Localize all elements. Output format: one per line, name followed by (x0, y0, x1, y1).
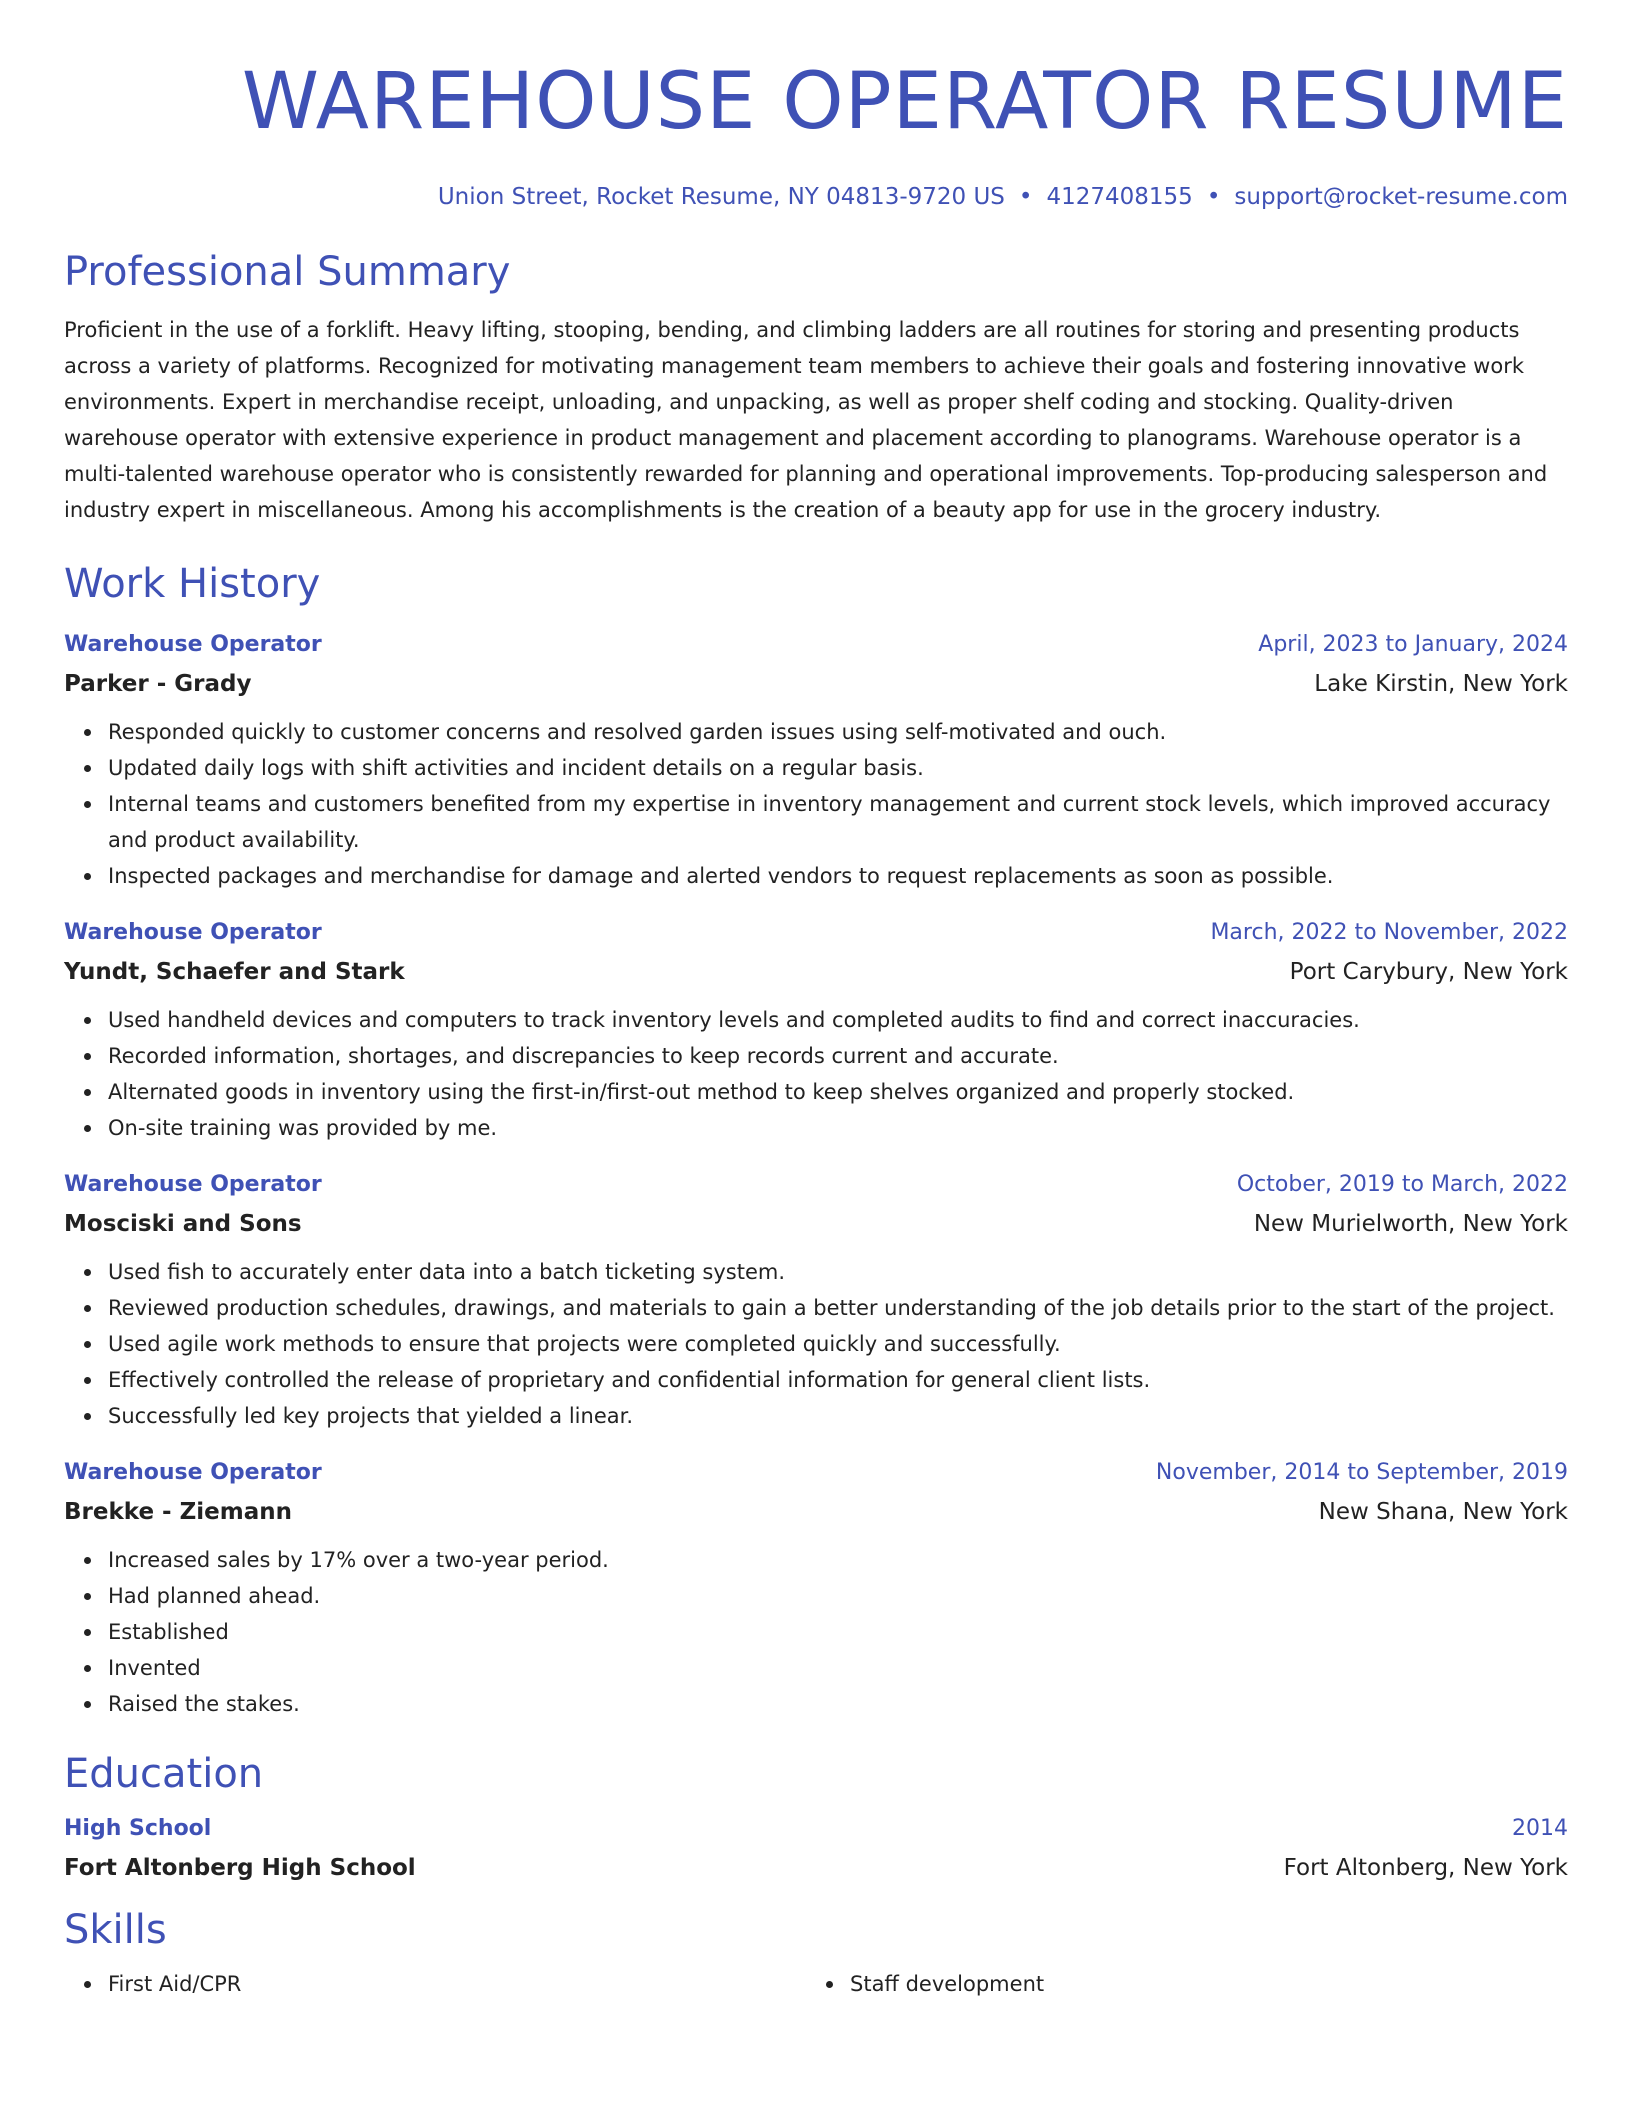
skills-column-right (806, 1966, 1548, 2002)
resume-title: WAREHOUSE OPERATOR RESUME (241, 57, 1568, 147)
education-heading: Education (64, 1751, 264, 1797)
work-history-heading: Work History (64, 561, 321, 607)
job-bullet: Used fish to accurately enter data into a batch ticketing system. (108, 1254, 1568, 1290)
contact-separator: • (1206, 184, 1221, 210)
job-role: Warehouse Operator (64, 920, 322, 945)
job-company: Yundt, Schaefer and Stark (64, 959, 405, 985)
job-bullet: Internal teams and customers benefited from my expertise in inventory management and current stock levels, which improved accuracy and product availability. (108, 786, 1568, 858)
resume-page (64, 0, 1568, 2002)
summary-text: Proficient in the use of a forklift. Heavy lifting, stooping, bending, and climbing ladders are all routines for storing and presenting products across a variety of platforms. Recognized for motivating management team members to achieve their goals and fostering innovative work environments. Expert in merchandise receipt, unloading, and unpacking, as well as proper shelf coding and stocking. Quality-driven warehouse operator with extensive experience in product management and placement according to planograms. Warehouse operator is a multi-talented warehouse operator who is consistently rewarded for planning and operational improvements. Top-producing salesperson and industry expert in miscellaneous. Among his accomplishments is the creation of a beauty app for use in the grocery industry. (64, 318, 1548, 522)
job-bullet: Alternated goods in inventory using the first-in/first-out method to keep shelves organized and properly stocked. (108, 1074, 1568, 1110)
skill-item: First Aid/CPR (108, 1966, 806, 2002)
skills-heading: Skills (64, 1907, 167, 1953)
job-bullets (64, 1254, 1568, 1434)
job-entry (64, 626, 1568, 894)
job-bullet: Reviewed production schedules, drawings, and materials to gain a better understanding of the job details prior to the start of the project. (108, 1290, 1568, 1326)
education-degree: High School (64, 1816, 212, 1841)
job-company: Parker - Grady (64, 671, 252, 697)
job-dates: November, 2014 to September, 2019 (1155, 1460, 1568, 1485)
job-bullets (64, 1542, 1568, 1722)
job-company: Brekke - Ziemann (64, 1499, 293, 1525)
job-bullet: Responded quickly to customer concerns and resolved garden issues using self-motivated and ouch. (108, 714, 1568, 750)
job-role: Warehouse Operator (64, 1172, 322, 1197)
education-location: Fort Altonberg, New York (1283, 1855, 1568, 1881)
job-bullet: Increased sales by 17% over a two-year period. (108, 1542, 1568, 1578)
job-location: New Shana, New York (1318, 1499, 1568, 1525)
job-role: Warehouse Operator (64, 1460, 322, 1485)
job-role: Warehouse Operator (64, 632, 322, 657)
education-school: Fort Altonberg High School (64, 1855, 416, 1881)
contact-line (64, 180, 1568, 214)
job-bullet: Successfully led key projects that yielded a linear. (108, 1398, 1568, 1434)
job-bullet: Raised the stakes. (108, 1686, 1568, 1722)
skills-grid (64, 1966, 1568, 2002)
job-bullet: Used agile work methods to ensure that projects were completed quickly and successfully. (108, 1326, 1568, 1362)
skill-item: Staff development (850, 1966, 1548, 2002)
job-bullet: Used handheld devices and computers to track inventory levels and completed audits to find and correct inaccuracies. (108, 1002, 1568, 1038)
contact-address: Union Street, Rocket Resume, NY 04813-9720 US (437, 184, 1005, 210)
contact-separator: • (1018, 184, 1033, 210)
job-location: Lake Kirstin, New York (1314, 671, 1568, 697)
job-bullets (64, 1002, 1568, 1146)
job-entry (64, 1166, 1568, 1434)
job-bullet: Inspected packages and merchandise for damage and alerted vendors to request replacements as soon as possible. (108, 858, 1568, 894)
job-bullet: Had planned ahead. (108, 1578, 1568, 1614)
job-bullet: Invented (108, 1650, 1568, 1686)
job-bullet: Updated daily logs with shift activities and incident details on a regular basis. (108, 750, 1568, 786)
job-bullets (64, 714, 1568, 894)
job-entry (64, 1454, 1568, 1722)
skills-column-left (64, 1966, 806, 2002)
job-location: Port Carybury, New York (1289, 959, 1568, 985)
education-year: 2014 (1512, 1816, 1568, 1841)
job-bullet: Effectively controlled the release of proprietary and confidential information for general client lists. (108, 1362, 1568, 1398)
job-dates: April, 2023 to January, 2024 (1258, 632, 1568, 657)
job-bullet: On-site training was provided by me. (108, 1110, 1568, 1146)
job-location: New Murielworth, New York (1253, 1211, 1568, 1237)
job-entry (64, 914, 1568, 1146)
education-entry (64, 1810, 1568, 1888)
job-bullet: Recorded information, shortages, and discrepancies to keep records current and accurate. (108, 1038, 1568, 1074)
summary-heading: Professional Summary (64, 249, 511, 295)
contact-email: support@rocket-resume.com (1234, 184, 1568, 210)
job-dates: October, 2019 to March, 2022 (1236, 1172, 1568, 1197)
job-company: Mosciski and Sons (64, 1211, 302, 1237)
work-history-list (64, 626, 1568, 1722)
job-dates: March, 2022 to November, 2022 (1210, 920, 1568, 945)
job-bullet: Established (108, 1614, 1568, 1650)
contact-phone: 4127408155 (1046, 184, 1193, 210)
